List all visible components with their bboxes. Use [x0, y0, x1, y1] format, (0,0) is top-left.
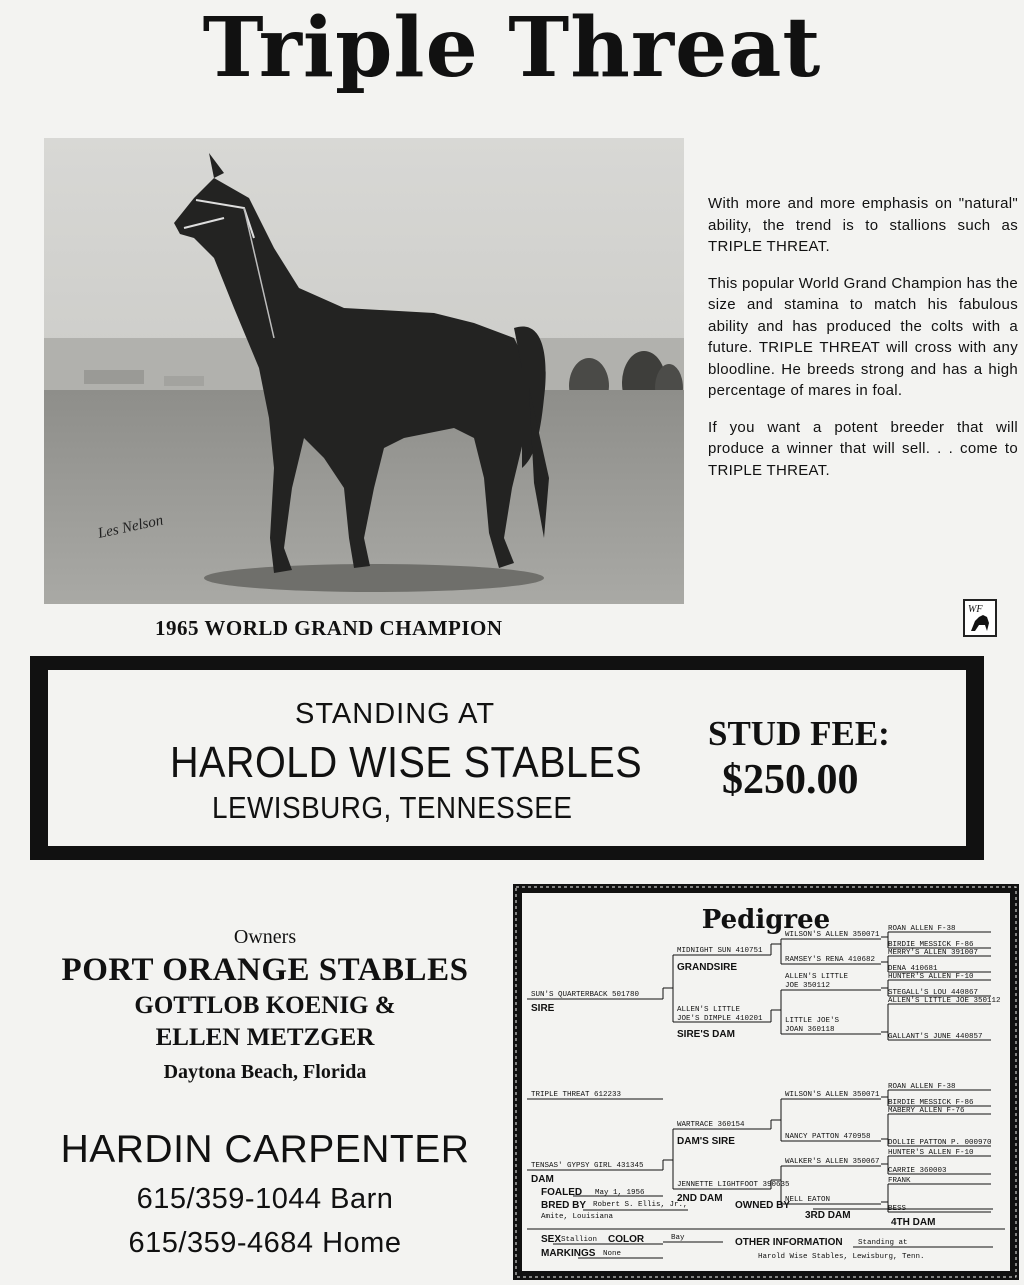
ped-dam-name: TENSAS' GYPSY GIRL 431345	[531, 1162, 644, 1170]
ped-dams-sire-name: WARTRACE 360154	[677, 1121, 745, 1129]
ped-3rd-dam-label: 3RD DAM	[805, 1210, 851, 1221]
ped-grandsire-name: MIDNIGHT SUN 410751	[677, 947, 763, 955]
ped-3rd-3-l2: JOE 350112	[785, 982, 831, 990]
ped-3rd-6: NANCY PATTON 470958	[785, 1133, 871, 1141]
ped-4th-12: DOLLIE PATTON P. 000970	[888, 1139, 992, 1147]
description	[708, 193, 1018, 496]
ped-sires-dam-l1: ALLEN'S LITTLE	[677, 1006, 741, 1014]
ped-sex-value: Stallion	[561, 1236, 598, 1244]
ped-4th-11: MABERY ALLEN F-76	[888, 1107, 965, 1115]
description-paragraph-3: If you want a potent breeder that will produce a winner that will sell. . . come to TRIPLE THREAT.	[708, 418, 1018, 479]
stud-fee-label: STUD FEE:	[708, 714, 890, 753]
ped-3rd-4-l2: JOAN 360118	[785, 1026, 835, 1034]
stable-location: LEWISBURG, TENNESSEE	[212, 790, 573, 825]
ped-2nd-dam-name: JENNETTE LIGHTFOOT 390635	[677, 1181, 790, 1189]
ped-markings-value: None	[603, 1250, 622, 1258]
page-title: Triple Threat	[202, 0, 822, 96]
photo-signature: Les Nelson	[96, 512, 165, 542]
phone-barn: 615/359-1044 Barn	[136, 1183, 394, 1215]
ped-4th-13: HUNTER'S ALLEN F-10	[888, 1149, 974, 1157]
svg-text:WF: WF	[968, 604, 983, 615]
owner-location: Daytona Beach, Florida	[163, 1061, 367, 1083]
ped-4th-3: MERRY'S ALLEN 391007	[888, 949, 979, 957]
ped-4th-4: DENA 410681	[888, 965, 938, 973]
ped-sires-dam-label: SIRE'S DAM	[677, 1029, 735, 1040]
ped-4th-7: ALLEN'S LITTLE JOE 350112	[888, 997, 1001, 1005]
horse-photo-art	[44, 138, 684, 604]
ped-4th-16: BESS	[888, 1205, 907, 1213]
pedigree-chart-art	[513, 884, 1019, 1280]
ped-dam-label: DAM	[531, 1174, 554, 1185]
ped-foaled-label: FOALED	[541, 1187, 583, 1198]
ped-2nd-dam-label: 2ND DAM	[677, 1193, 723, 1204]
publisher-logo	[963, 599, 997, 637]
pedigree-title: Pedigree	[701, 905, 831, 935]
ped-4th-8: GALLANT'S JUNE 440857	[888, 1033, 983, 1041]
ped-3rd-1: WILSON'S ALLEN 350071	[785, 931, 880, 939]
ped-dams-sire-label: DAM'S SIRE	[677, 1136, 735, 1147]
ped-3rd-3-l1: ALLEN'S LITTLE	[785, 973, 849, 981]
ped-4th-6: STEGALL'S LOU 440867	[888, 989, 979, 997]
owner-stable-name: PORT ORANGE STABLES	[61, 952, 469, 988]
ped-sire-label: SIRE	[531, 1003, 555, 1014]
description-paragraph-1: With more and more emphasis on "natural" ability, the trend is to stallions such as TRIPLE THREAT.	[708, 195, 1018, 255]
ped-4th-2: BIRDIE MESSICK F-86	[888, 941, 974, 949]
pedigree-chart	[513, 884, 1019, 1280]
ped-3rd-8: NELL EATON	[785, 1196, 831, 1204]
ped-other-l2: Harold Wise Stables, Lewisburg, Tenn.	[758, 1253, 925, 1261]
description-paragraph-2: This popular World Grand Champion has the size and stamina to match his fabulous ability and has produced the colts with a future. TRIPLE THREAT will cross with any bloodline. He breeds strong and has a high percentage of mares in foal.	[708, 274, 1018, 399]
ped-owned-label: OWNED BY	[735, 1200, 790, 1211]
ped-4th-10: BIRDIE MESSICK F-86	[888, 1099, 974, 1107]
ped-color-label: COLOR	[608, 1234, 645, 1245]
stud-fee-value: $250.00	[722, 757, 859, 803]
ped-bred-l2: Amite, Louisiana	[541, 1213, 614, 1221]
contact-name: HARDIN CARPENTER	[60, 1128, 470, 1171]
ped-color-value: Bay	[671, 1234, 685, 1242]
ped-subject-name: TRIPLE THREAT 612233	[531, 1091, 622, 1099]
owner-person-1: GOTTLOB KOENIG &	[134, 992, 396, 1019]
owners-label: Owners	[233, 926, 297, 948]
stable-name: HAROLD WISE STABLES	[170, 738, 643, 787]
standing-label: STANDING AT	[295, 698, 496, 730]
ped-sex-label: SEX	[541, 1234, 562, 1245]
ped-4th-9: ROAN ALLEN F-38	[888, 1083, 956, 1091]
ped-other-l1: Standing at	[858, 1239, 908, 1247]
ped-bred-l1: Robert S. Ellis, Jr.,	[593, 1201, 688, 1209]
horse-photo	[44, 138, 684, 604]
horse-logo-icon	[965, 601, 995, 635]
ped-grandsire-label: GRANDSIRE	[677, 962, 738, 973]
ped-3rd-5: WILSON'S ALLEN 350071	[785, 1091, 880, 1099]
ped-4th-15: FRANK	[888, 1177, 911, 1185]
ped-markings-label: MARKINGS	[541, 1248, 596, 1259]
ped-foaled-value: May 1, 1956	[595, 1189, 645, 1197]
ped-3rd-2: RAMSEY'S RENA 410682	[785, 956, 876, 964]
ped-3rd-7: WALKER'S ALLEN 350067	[785, 1158, 880, 1166]
owner-person-2: ELLEN METZGER	[155, 1024, 375, 1051]
ped-sire-name: SUN'S QUARTERBACK 501780	[531, 991, 640, 999]
photo-caption: 1965 WORLD GRAND CHAMPION	[155, 616, 503, 640]
ped-4th-1: ROAN ALLEN F-38	[888, 925, 956, 933]
ped-other-label: OTHER INFORMATION	[735, 1237, 843, 1248]
ped-3rd-4-l1: LITTLE JOE'S	[785, 1017, 840, 1025]
ped-sires-dam-l2: JOE'S DIMPLE 410201	[677, 1015, 763, 1023]
ped-4th-5: HUNTER'S ALLEN F-10	[888, 973, 974, 981]
phone-home: 615/359-4684 Home	[128, 1227, 402, 1259]
ped-bred-label: BRED BY	[541, 1200, 587, 1211]
ped-4th-14: CARRIE 360003	[888, 1167, 947, 1175]
ped-4th-dam-label: 4TH DAM	[891, 1217, 936, 1228]
